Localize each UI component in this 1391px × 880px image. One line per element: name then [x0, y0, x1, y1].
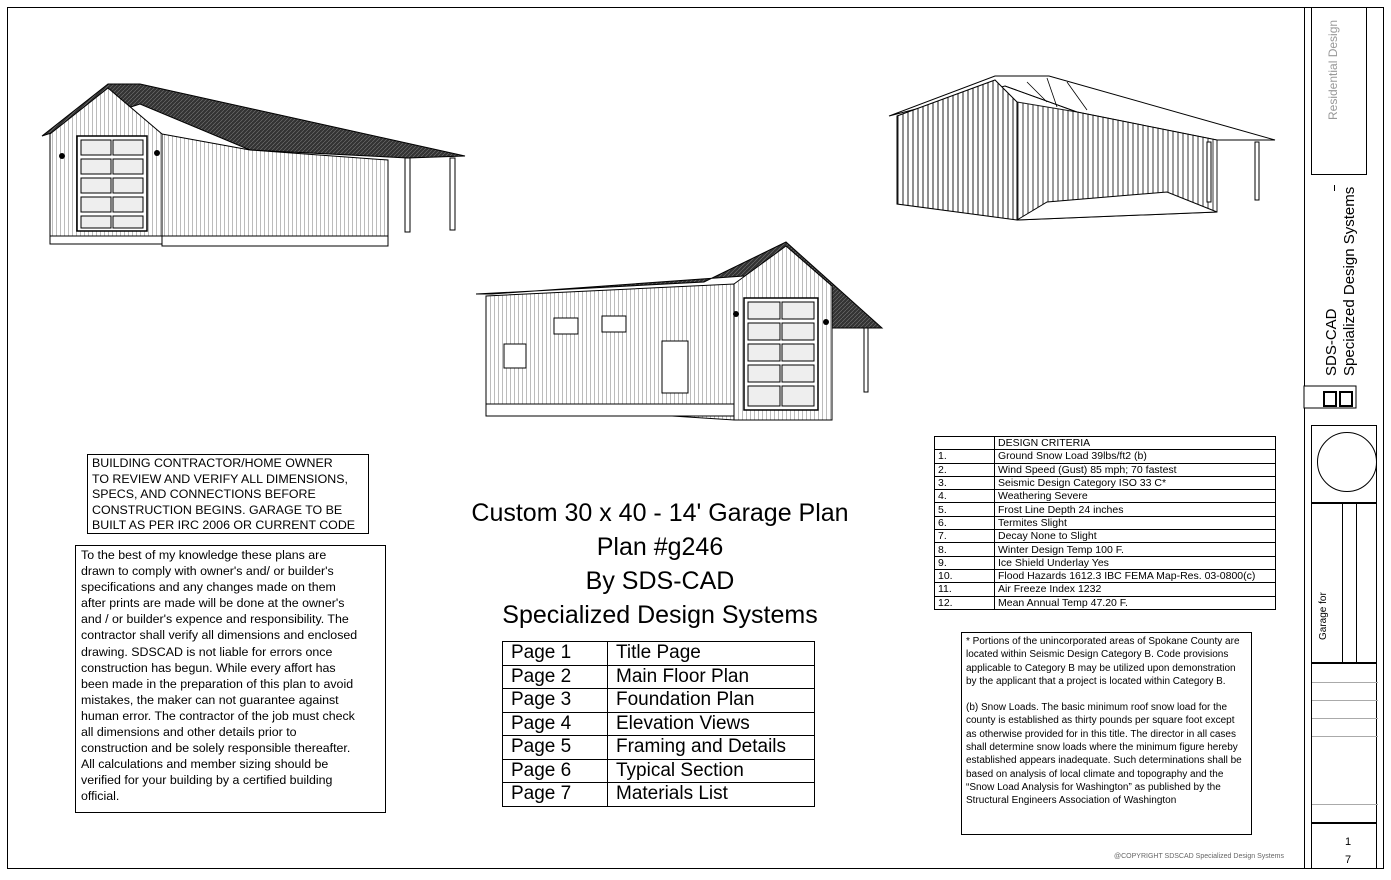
criteria-number: 4. — [935, 490, 995, 503]
disclaimer-line: drawing. SDSCAD is not liable for errors once — [81, 644, 333, 659]
page-row — [503, 712, 815, 736]
criteria-text: Air Freeze Index 1232 — [995, 583, 1276, 596]
criteria-number: 2. — [935, 463, 995, 476]
page-title: Typical Section — [608, 759, 815, 783]
sheet-total: 7 — [1345, 854, 1352, 866]
page-row — [503, 665, 815, 689]
criteria-header: DESIGN CRITERIA — [995, 437, 1276, 450]
criteria-text: Flood Hazards 1612.3 IBC FEMA Map-Res. 03-0800(c) — [995, 569, 1276, 582]
page-number: Page 3 — [503, 689, 608, 713]
page-row — [503, 736, 815, 760]
logo-circle — [1317, 432, 1377, 492]
revision-block — [1311, 663, 1377, 823]
title-line-1: Custom 30 x 40 - 14' Garage Plan — [471, 499, 849, 527]
title-block-divider — [1304, 7, 1305, 869]
specialized-label: Specialized Design Systems — [1341, 186, 1358, 376]
criteria-number: 7. — [935, 530, 995, 543]
disclaimer-line: after prints are made will be done at the owner's — [81, 596, 345, 611]
page-number: Page 2 — [503, 665, 608, 689]
disclaimer-line: All calculations and member sizing should be — [81, 757, 329, 772]
criteria-text: Termites Slight — [995, 516, 1276, 529]
title-line-4: Specialized Design Systems — [502, 601, 818, 629]
page-title: Foundation Plan — [608, 689, 815, 713]
copyright-notice: @COPYRIGHT SDSCAD Specialized Design Systems — [1114, 853, 1284, 860]
disclaimer-line: contractor shall verify all dimensions and enclosed — [81, 628, 358, 643]
company-name-box — [1311, 186, 1367, 386]
disclaimer-line: official. — [81, 789, 120, 804]
criteria-text: Winter Design Temp 100 F. — [995, 543, 1276, 556]
page-title: Framing and Details — [608, 736, 815, 760]
notice-line: CONSTRUCTION BEGINS. GARAGE TO BE — [92, 502, 343, 517]
criteria-row — [935, 596, 1276, 609]
disclaimer-line: construction and be solely responsible thereafter. — [81, 741, 351, 756]
page-number: Page 4 — [503, 712, 608, 736]
disclaimer-line: human error. The contractor of the job must check — [81, 708, 355, 723]
criteria-text: Ground Snow Load 39lbs/ft2 (b) — [995, 450, 1276, 463]
disclaimer-line: verified for your building by a certified building — [81, 773, 333, 788]
page-row — [503, 783, 815, 807]
disclaimer-line: mistakes, the maker can not guarantee against — [81, 692, 339, 707]
page-row — [503, 642, 815, 666]
garage-framing-rendering — [887, 72, 1279, 222]
residential-design-box — [1311, 7, 1367, 175]
garage-for-label: Garage for — [1318, 592, 1329, 640]
garage-for-box — [1311, 503, 1377, 663]
notice-line: BUILT AS PER IRC 2006 OR CURRENT CODE — [92, 518, 356, 532]
sheet-number-box — [1311, 823, 1377, 869]
disclaimer-box — [75, 545, 386, 813]
garage-rendering-rear — [40, 78, 470, 258]
criteria-number: 3. — [935, 476, 995, 489]
disclaimer-line: drawn to comply with owner's and/ or builder's — [81, 564, 334, 579]
page-title: Main Floor Plan — [608, 665, 815, 689]
criteria-number: 6. — [935, 516, 995, 529]
criteria-number: 12. — [935, 596, 995, 609]
criteria-header-row — [935, 437, 1276, 450]
sdscad-label: SDS-CAD — [1323, 308, 1340, 376]
criteria-row — [935, 476, 1276, 489]
seismic-paragraph: * Portions of the unincorporated areas of Spokane County are located within Seismic Design Category B. Code provisions applicable to Category B may be utilized upon demonstration by the applicant that a project is located within Category B. — [966, 636, 1240, 687]
title-line-3: By SDS-CAD — [585, 567, 735, 595]
criteria-number: 10. — [935, 569, 995, 582]
plan-title — [440, 496, 880, 632]
page-number: Page 1 — [503, 642, 608, 666]
residential-design-label: Residential Design — [1326, 19, 1340, 120]
disclaimer-line: all dimensions and other details prior to — [81, 725, 297, 740]
seismic-snow-note — [961, 632, 1252, 835]
page-number: Page 7 — [503, 783, 608, 807]
criteria-text: Mean Annual Temp 47.20 F. — [995, 596, 1276, 609]
page-row — [503, 689, 815, 713]
criteria-row — [935, 463, 1276, 476]
page-title: Elevation Views — [608, 712, 815, 736]
page-title: Title Page — [608, 642, 815, 666]
notice-line: TO REVIEW AND VERIFY ALL DIMENSIONS, — [92, 471, 348, 486]
page-number: Page 5 — [503, 736, 608, 760]
snow-load-paragraph: (b) Snow Loads. The basic minimum roof snow load for the county is established as thirty pounds per square foot except as otherwise provided for in this title. The director in all cases shall determine snow loads where the minimum figure hereby established appears inadequate. Such determinations shall be based on analysis of local climate and topography and the “Snow Load Analysis for Washington” as published by the Structural Engineers Association of Washington — [966, 702, 1242, 807]
disclaimer-line: specifications and any changes made on them — [81, 580, 336, 595]
design-criteria-table — [934, 436, 1276, 610]
criteria-number: 11. — [935, 583, 995, 596]
criteria-number: 9. — [935, 556, 995, 569]
page-index-table — [502, 641, 815, 807]
criteria-text: Seismic Design Category ISO 33 C* — [995, 476, 1276, 489]
criteria-row — [935, 583, 1276, 596]
criteria-row — [935, 543, 1276, 556]
logo-circle-box — [1311, 425, 1377, 503]
disclaimer-line: been made in the preparation of this plan to avoid — [81, 676, 354, 691]
criteria-number: 5. — [935, 503, 995, 516]
criteria-text: Ice Shield Underlay Yes — [995, 556, 1276, 569]
criteria-number: 8. — [935, 543, 995, 556]
criteria-row — [935, 530, 1276, 543]
page-number: Page 6 — [503, 759, 608, 783]
criteria-row — [935, 450, 1276, 463]
page-title: Materials List — [608, 783, 815, 807]
sheet-number: 1 — [1345, 836, 1352, 848]
criteria-row — [935, 569, 1276, 582]
criteria-text: Frost Line Depth 24 inches — [995, 503, 1276, 516]
criteria-text: Wind Speed (Gust) 85 mph; 70 fastest — [995, 463, 1276, 476]
title-line-2: Plan #g246 — [596, 533, 724, 561]
notice-line: BUILDING CONTRACTOR/HOME OWNER — [92, 456, 333, 470]
criteria-row — [935, 503, 1276, 516]
notice-line: SPECS, AND CONNECTIONS BEFORE — [92, 487, 316, 501]
criteria-text: Weathering Severe — [995, 490, 1276, 503]
disclaimer-line: To the best of my knowledge these plans are — [81, 548, 327, 562]
criteria-row — [935, 490, 1276, 503]
contractor-notice — [87, 454, 369, 534]
criteria-number: 1. — [935, 450, 995, 463]
sdscad-logo — [1300, 384, 1360, 424]
criteria-text: Decay None to Slight — [995, 530, 1276, 543]
criteria-row — [935, 556, 1276, 569]
criteria-row — [935, 516, 1276, 529]
garage-front-rendering — [474, 238, 884, 428]
page-row — [503, 759, 815, 783]
disclaimer-line: and / or builder's expence and responsibility. The — [81, 612, 349, 627]
disclaimer-line: construction has begun. While every affort has — [81, 660, 336, 675]
